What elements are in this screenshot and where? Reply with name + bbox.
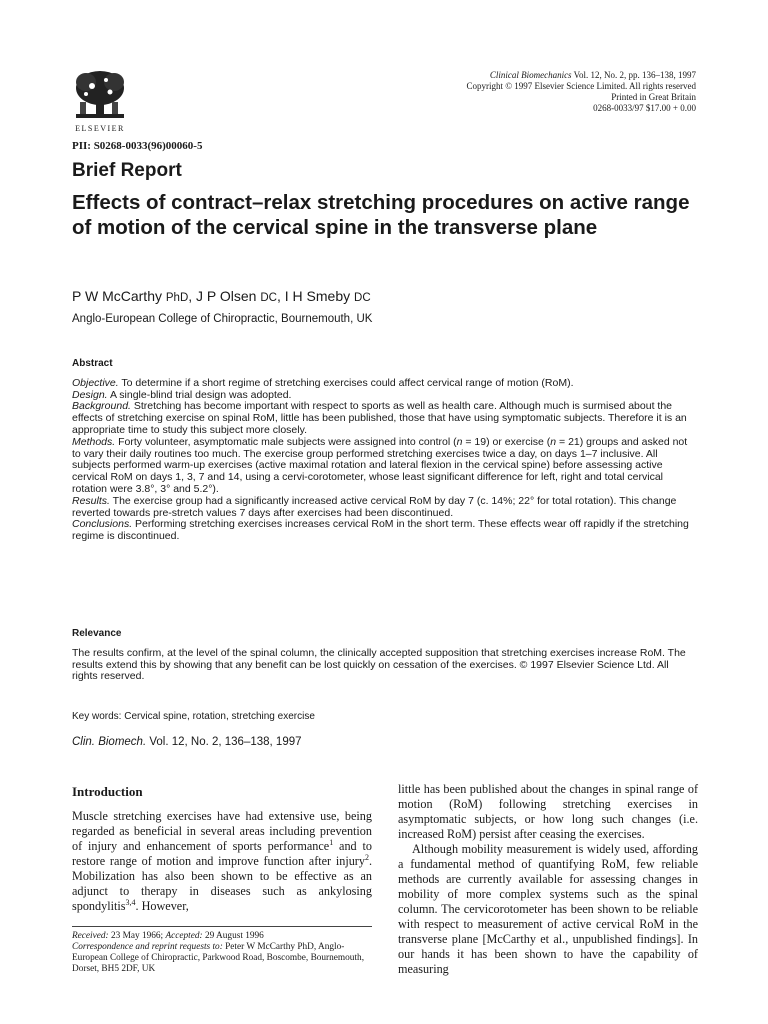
citation — [72, 736, 302, 748]
design-text: A single-blind trial design was adopted. — [107, 388, 292, 401]
author-degree: DC — [260, 292, 277, 304]
background-text: Stretching has become important with respect to sports as well as health care. Although much is surmised about the effects of stretching exercise on spinal RoM, little has been published, those that have using symptomatic subjects. Therefore it is an appropriate time to study this subject more closely. — [72, 400, 687, 436]
body-column-right — [398, 782, 698, 977]
citation-journal: Clin. Biomech. — [72, 736, 147, 748]
methods-text: Forty volunteer, asymptomatic male subjects were assigned into control ( — [115, 435, 457, 448]
design-label: Design. — [72, 388, 108, 401]
intro-text: . Mobilization has also been shown to be effective as an adjunct to therapy in diseases such as ankylosing spondylitis — [72, 854, 372, 913]
n-symbol: n — [550, 435, 557, 448]
methods-text: = 19) or exercise ( — [462, 435, 551, 448]
reference-marker: 2 — [364, 852, 369, 862]
author-name: P W McCarthy — [72, 288, 162, 304]
abstract-methods — [72, 437, 696, 496]
intro-text: . However, — [135, 899, 189, 913]
received-date: 23 May 1966; — [108, 931, 166, 941]
methods-label: Methods. — [72, 435, 116, 448]
correspondence-label: Correspondence and reprint requests to: — [72, 942, 223, 952]
elsevier-logo — [72, 66, 128, 133]
author-separator: , — [276, 288, 285, 304]
journal-info — [466, 70, 696, 114]
article-type: Brief Report — [72, 160, 182, 181]
printed-line: Printed in Great Britain — [611, 92, 696, 102]
author-name: I H Smeby — [284, 288, 351, 304]
journal-name: Clinical Biomechanics — [489, 70, 572, 80]
abstract-section — [72, 358, 696, 543]
relevance-text: The results confirm, at the level of the spinal column, the clinically accepted supposition that stretching exercises increase RoM. The results extend this by showing that any benefit can be lost quickly on cessation of the exercises. © 1997 Elsevier Science Ltd. All rights reserved. — [72, 646, 686, 683]
abstract-heading: Abstract — [72, 358, 113, 369]
abstract-conclusions — [72, 519, 696, 543]
citation-volume: Vol. 12, No. 2, 136–138, 1997 — [146, 736, 302, 748]
intro-paragraph: Although mobility measurement is widely used, affording a fundamental method of quantifying RoM, few reliable methods are currently available for assessing changes in mobility of more complex systems such as the spinal column. The cervicorotometer has been shown to be reliable with respect to measurement of active cervical RoM in the transverse plane [McCarthy et al., unpublished findings]. In our hands it has been shown to have the capability of measuring — [398, 842, 698, 976]
conclusions-label: Conclusions. — [72, 518, 133, 531]
background-label: Background. — [72, 400, 131, 413]
publisher-name: ELSEVIER — [75, 124, 125, 133]
intro-paragraph — [72, 809, 372, 914]
author-degree: DC — [354, 292, 371, 304]
dates-line — [72, 931, 372, 942]
abstract-background — [72, 401, 696, 436]
intro-text: Muscle stretching exercises have had extensive use, being regarded as beneficial in several areas including prevention of injury and enhancement of sports performance — [72, 809, 372, 853]
pii-code: PII: S0268-0033(96)00060-5 — [72, 140, 203, 152]
received-label: Received: — [72, 931, 109, 941]
footnote — [72, 926, 372, 975]
reference-marker: 1 — [329, 837, 334, 847]
journal-line-1 — [466, 70, 696, 81]
author-separator: , — [188, 288, 197, 304]
introduction-heading: Introduction — [72, 784, 143, 799]
objective-label: Objective. — [72, 376, 119, 389]
results-label: Results. — [72, 494, 110, 507]
accepted-label: Accepted: — [165, 931, 203, 941]
accepted-date: 29 August 1996 — [202, 931, 264, 941]
correspondence — [72, 942, 372, 975]
author-name: J P Olsen — [196, 288, 257, 304]
reference-marker: 3,4 — [125, 897, 136, 907]
objective-text: To determine if a short regime of stretching exercises could affect cervical range of motion (RoM). — [118, 376, 574, 389]
copyright-line: Copyright © 1997 Elsevier Science Limited. All rights reserved — [466, 81, 696, 91]
relevance-section — [72, 628, 696, 683]
keywords: Key words: Cervical spine, rotation, stretching exercise — [72, 711, 315, 722]
methods-text: = 21) groups and asked not to vary their daily routines too much. The exercise group performed stretching exercises twice a day, on days 1–7 inclusive. All subjects performed warm-up exercises (active maximal rotation and lateral flexion in the cervical spine) before assessing active cervical RoM on days 1, 3, 7 and 14, using a cervi-corotometer, whose least significant difference for left, right and total cervical rotation were 3.8°, 3° and 5.2°). — [72, 435, 688, 495]
author-degree: PhD — [165, 292, 189, 304]
n-symbol: n — [456, 435, 463, 448]
journal-volume: Vol. 12, No. 2, pp. 136–138, 1997 — [571, 70, 696, 80]
intro-text: and to restore range of motion and improve function after injury — [72, 839, 372, 868]
intro-paragraph: little has been published about the changes in spinal range of motion (RoM) following stretching exercises in asymptomatic subjects, or how long such changes (i.e. increased RoM) persist after ceasing the exercises. — [398, 782, 698, 841]
conclusions-text: Performing stretching exercises increases cervical RoM in the short term. These effects wear off rapidly if the stretching regime is discontinued. — [72, 518, 689, 543]
affiliation: Anglo-European College of Chiropractic, Bournemouth, UK — [72, 313, 373, 325]
author-list — [72, 288, 371, 304]
abstract-results — [72, 496, 696, 520]
issn-line: 0268-0033/97 $17.00 + 0.00 — [593, 103, 696, 113]
body-column-left — [72, 784, 372, 914]
results-text: The exercise group had a significantly increased active cervical RoM by day 7 (c. 14%; 22° for total rotation). This change reverted towards pre-stretch values 7 days after exercises had been discontinued. — [72, 494, 677, 519]
correspondence-address: Peter W McCarthy PhD, Anglo-European College of Chiropractic, Parkwood Road, Boscombe, Bournemouth, Dorset, BH5 2DF, UK — [72, 942, 365, 974]
article-title: Effects of contract–relax stretching procedures on active range of motion of the cervical spine in the transverse plane — [72, 191, 690, 239]
relevance-heading: Relevance — [72, 628, 122, 639]
tree-emblem-icon — [72, 66, 128, 122]
